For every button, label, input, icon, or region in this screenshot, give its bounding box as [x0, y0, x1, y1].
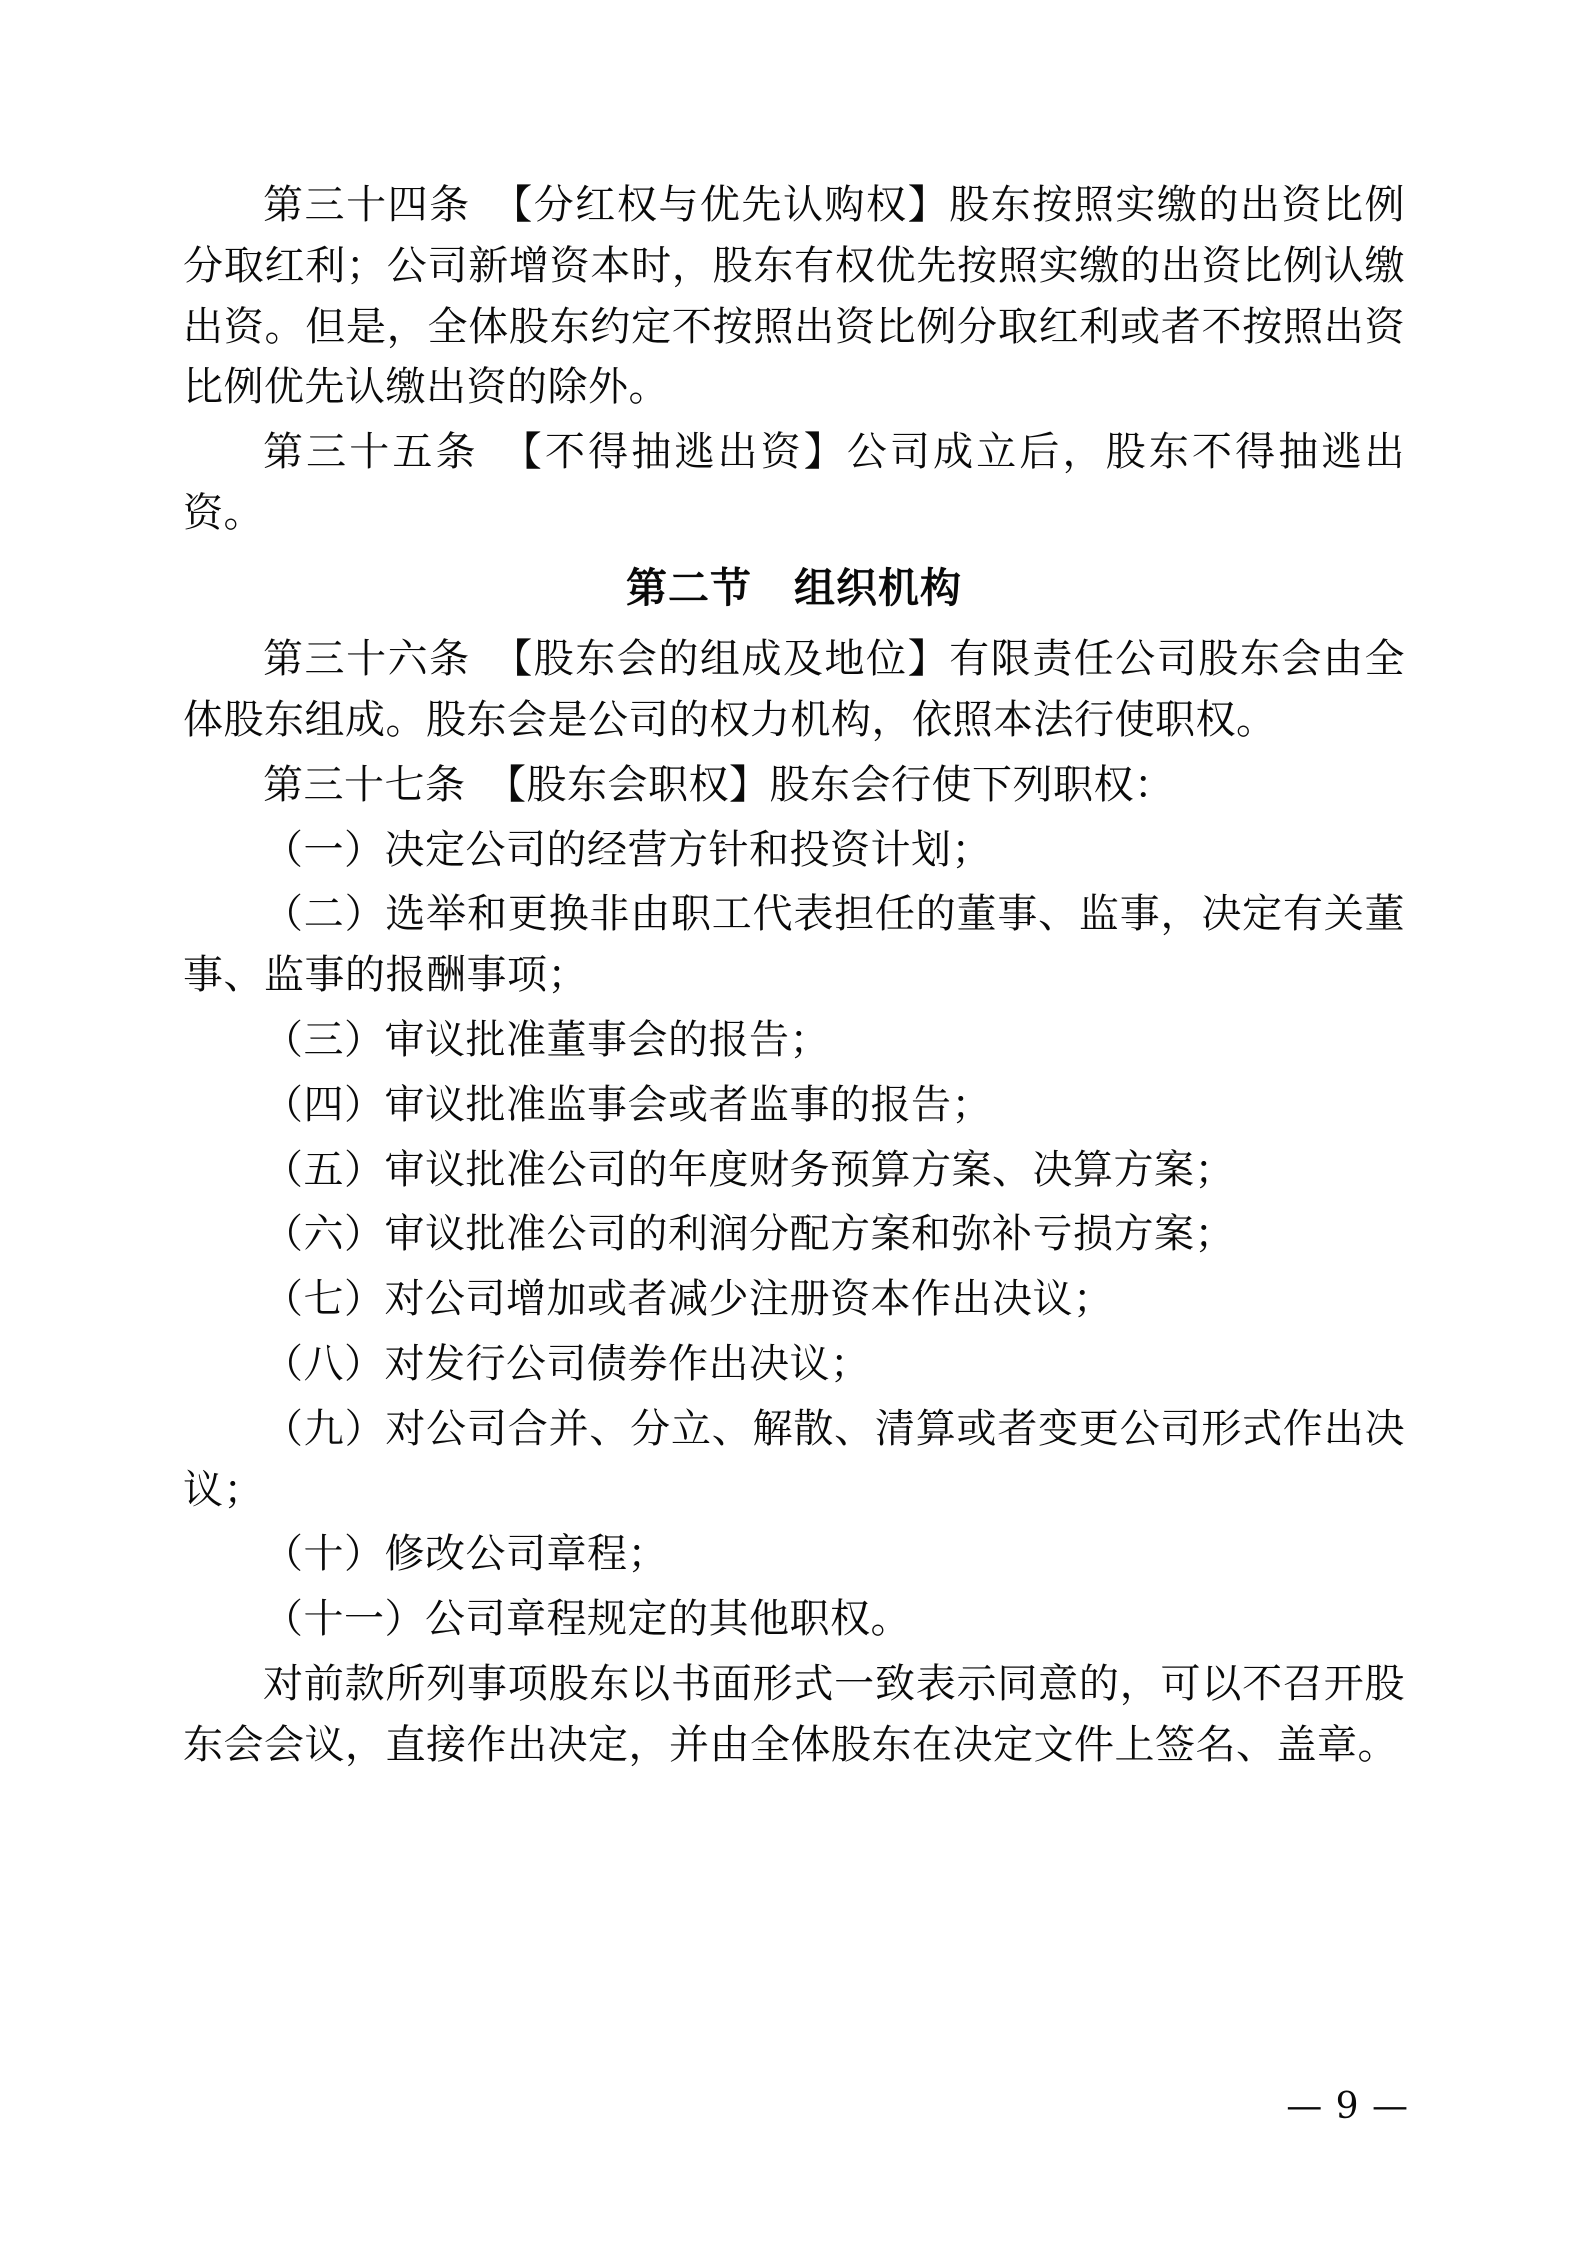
- article-37-item-8: （八）对发行公司债券作出决议；: [263, 1341, 871, 1388]
- article-37-item-10: （十）修改公司章程；: [263, 1531, 668, 1578]
- article-37-item-7: （七）对公司增加或者减少注册资本作出决议；: [263, 1276, 1114, 1323]
- article-37-item-3: （三）审议批准董事会的报告；: [263, 1017, 830, 1064]
- article-37-item-1: （一）决定公司的经营方针和投资计划；: [263, 826, 992, 873]
- article-37: 第三十七条 【股东会职权】股东会行使下列职权：: [263, 761, 1175, 808]
- page-number: — 9 —: [1286, 2086, 1409, 2127]
- article-34: 第三十四条 【分红权与优先认购权】股东按照实缴的出资比例分取红利；公司新增资本时，股东有权优先按照实缴的出资比例认缴出资。但是，全体股东约定不按照出资比例分取红利或者不按照出资比例优先认缴出资的除外。: [183, 182, 1405, 411]
- article-35: 第三十五条 【不得抽逃出资】公司成立后，股东不得抽逃出资。: [183, 429, 1405, 536]
- article-36: 第三十六条 【股东会的组成及地位】有限责任公司股东会由全体股东组成。股东会是公司的权力机构，依照本法行使职权。: [183, 636, 1405, 744]
- article-37-item-2: （二）选举和更换非由职工代表担任的董事、监事，决定有关董事、监事的报酬事项；: [183, 891, 1405, 999]
- article-37-closing: 对前款所列事项股东以书面形式一致表示同意的，可以不召开股东会会议，直接作出决定，并由全体股东在决定文件上签名、盖章。: [183, 1661, 1405, 1768]
- section-title-2: 第二节 组织机构: [626, 563, 962, 612]
- article-37-item-9: （九）对公司合并、分立、解散、清算或者变更公司形式作出决议；: [183, 1405, 1405, 1513]
- article-37-item-4: （四）审议批准监事会或者监事的报告；: [263, 1081, 992, 1128]
- article-37-item-6: （六）审议批准公司的利润分配方案和弥补亏损方案；: [263, 1211, 1235, 1258]
- article-37-item-5: （五）审议批准公司的年度财务预算方案、决算方案；: [263, 1146, 1235, 1193]
- document-body: [183, 175, 1405, 1780]
- article-37-item-11: （十一）公司章程规定的其他职权。: [263, 1596, 911, 1643]
